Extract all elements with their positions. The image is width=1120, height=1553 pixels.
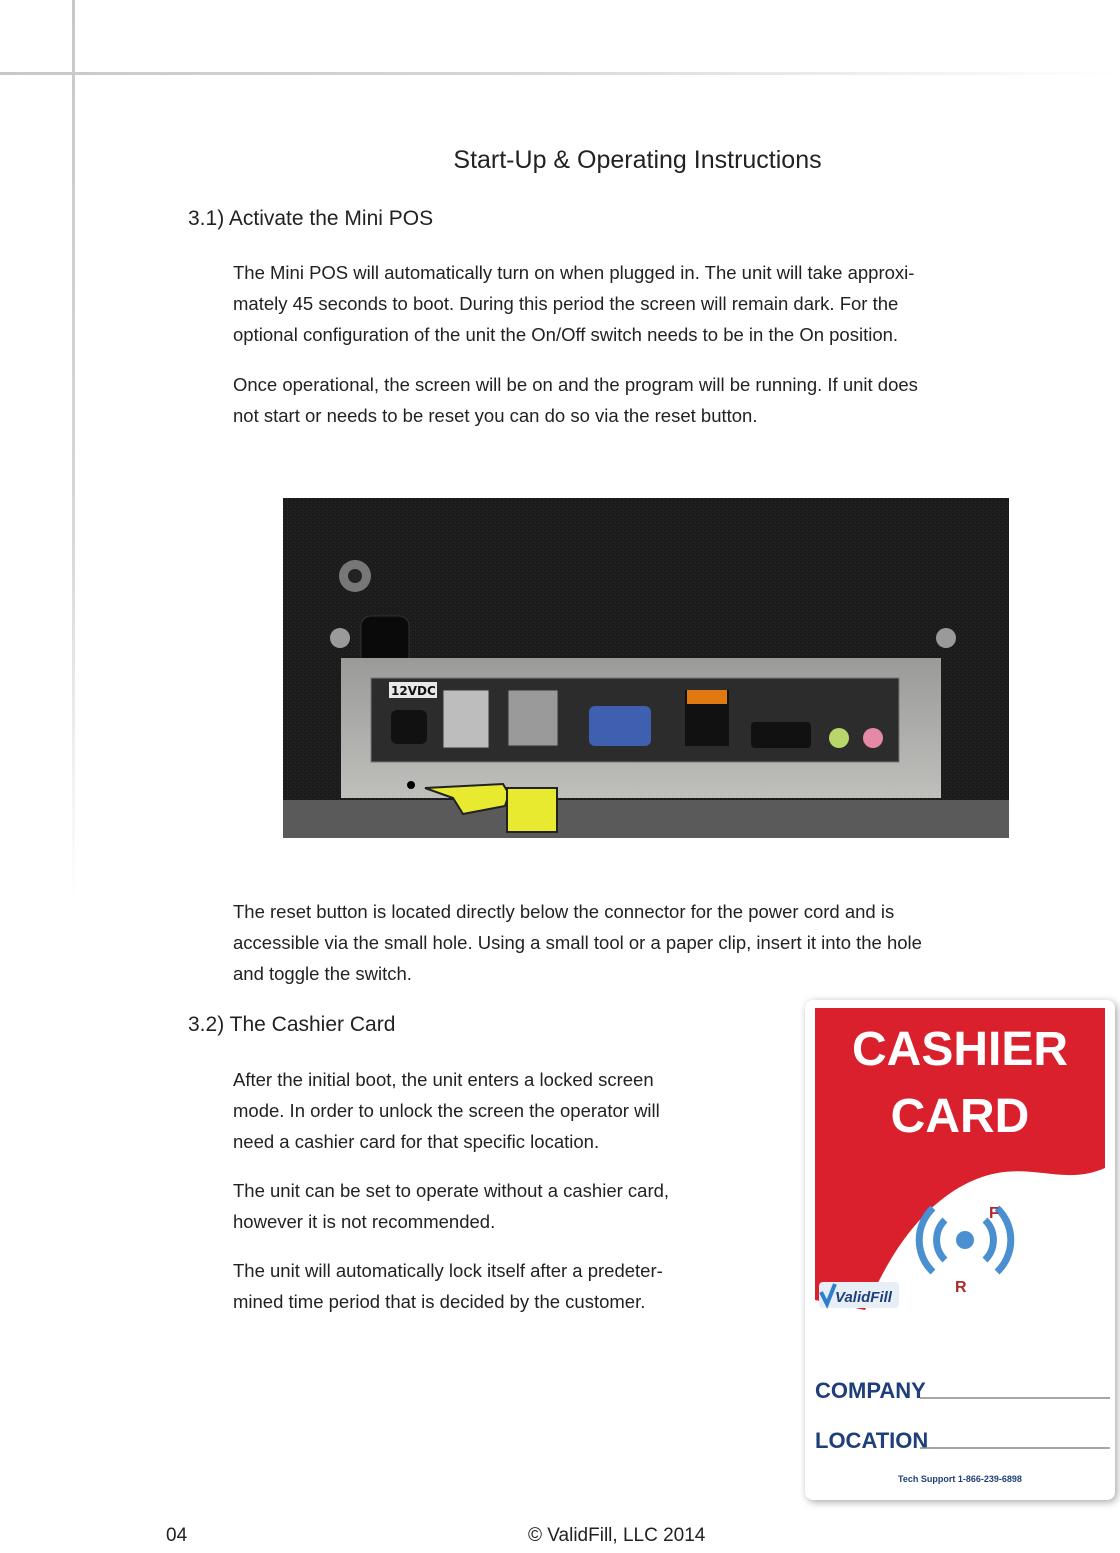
- device-back-panel-photo: [283, 498, 1009, 838]
- page-title: Start-Up & Operating Instructions: [453, 146, 822, 174]
- device-back-panel-illustration: [283, 498, 1009, 838]
- left-rule: [72, 0, 75, 900]
- text-line: The unit can be set to operate without a cashier card,: [233, 1180, 670, 1201]
- text-line: After the initial boot, the unit enters a locked screen: [233, 1069, 654, 1090]
- section-3-1-paragraph-2: [233, 369, 918, 431]
- text-line: The Mini POS will automatically turn on when plugged in. The unit will take approxi-: [233, 262, 915, 283]
- rf-letter-f: F: [989, 1205, 999, 1222]
- text-line: The reset button is located directly below the connector for the power cord and is: [233, 901, 895, 922]
- 12vdc-label: 12VDC: [391, 684, 436, 698]
- rf-letter-r: R: [955, 1279, 967, 1296]
- section-3-1-paragraph-1: [233, 257, 914, 350]
- text-line: mately 45 seconds to boot. During this period the screen will remain dark. For the: [233, 293, 899, 314]
- page-number: 04: [166, 1525, 188, 1546]
- section-3-2-paragraph-1: [233, 1064, 660, 1157]
- section-3-1-paragraph-3: [233, 896, 922, 989]
- cashier-card-image: [805, 1000, 1115, 1500]
- text-line: need a cashier card for that specific location.: [233, 1131, 600, 1152]
- text-line: accessible via the small hole. Using a small tool or a paper clip, insert it into the hole: [233, 932, 922, 953]
- text-line: however it is not recommended.: [233, 1211, 496, 1232]
- text-line: mined time period that is decided by the customer.: [233, 1291, 646, 1312]
- text-line: not start or needs to be reset you can do so via the reset button.: [233, 405, 758, 426]
- copyright: © ValidFill, LLC 2014: [528, 1525, 706, 1546]
- text-line: optional configuration of the unit the On/Off switch needs to be in the On position.: [233, 324, 899, 345]
- section-3-1-heading: 3.1) Activate the Mini POS: [188, 207, 434, 230]
- top-rule: [0, 72, 1120, 75]
- validfill-logo: [819, 1282, 899, 1308]
- company-label: COMPANY: [815, 1378, 926, 1403]
- text-line: mode. In order to unlock the screen the operator will: [233, 1100, 660, 1121]
- brand-text: ValidFill: [835, 1289, 892, 1306]
- text-line: Once operational, the screen will be on and the program will be running. If unit does: [233, 374, 918, 395]
- card-title-line-1: CASHIER: [851, 1023, 1069, 1076]
- card-title-line-2: CARD: [890, 1090, 1030, 1143]
- section-3-2-heading: 3.2) The Cashier Card: [188, 1013, 396, 1036]
- text-line: The unit will automatically lock itself after a predeter-: [233, 1260, 663, 1281]
- text-line: and toggle the switch.: [233, 963, 412, 984]
- tech-support-text: Tech Support 1-866-239-6898: [898, 1474, 1022, 1484]
- section-3-2-paragraph-2: [233, 1175, 669, 1237]
- location-label: LOCATION: [815, 1428, 929, 1453]
- section-3-2-paragraph-3: [233, 1255, 663, 1317]
- cashier-card-illustration: [805, 1000, 1115, 1500]
